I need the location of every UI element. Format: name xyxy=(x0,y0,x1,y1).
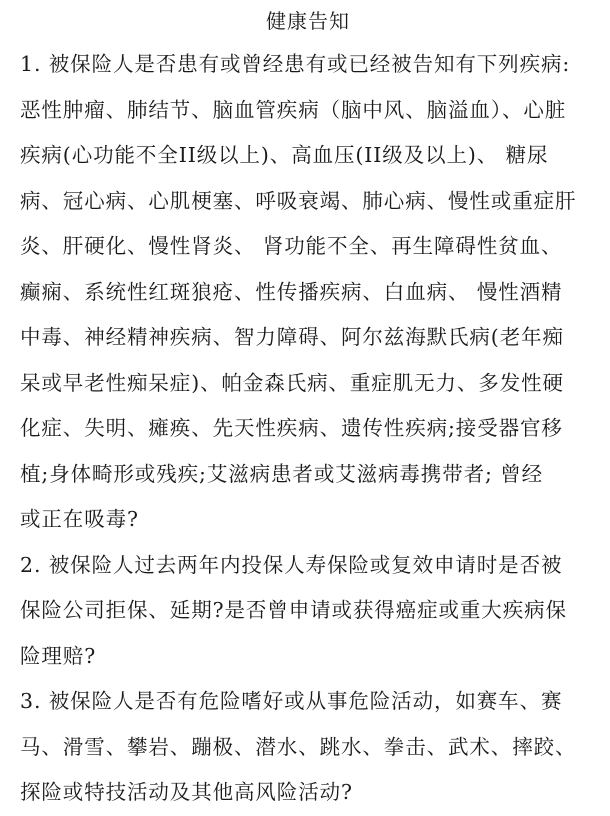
question-2-line-3: 险理赔? xyxy=(20,643,97,668)
question-1-line-11: 或正在吸毒? xyxy=(20,507,139,531)
question-2-line-1: 2. 被保险人过去两年内投保人寿保险或复效申请时是否被 xyxy=(20,552,563,577)
question-3-line-3: 探险或特技活动及其他高风险活动? xyxy=(20,780,353,804)
question-1-line-3: 疾病(心功能不全II级以上)、高血压(II级及以上)、 糖尿 xyxy=(20,143,549,167)
question-3-line-2: 马、滑雪、攀岩、蹦极、潜水、跳水、拳击、武术、摔跤、 xyxy=(20,734,577,759)
question-1-line-9: 化症、失明、瘫痪、先天性疾病、遗传性疾病;接受器官移 xyxy=(20,416,563,440)
question-1-line-5: 炎、肝硬化、慢性肾炎、 肾功能不全、再生障碍性贫血、 xyxy=(20,234,563,258)
question-1-line-8: 呆或早老性痴呆症)、帕金森氏病、重症肌无力、多发性硬 xyxy=(20,370,564,395)
question-1-line-2: 恶性肿瘤、肺结节、脑血管疾病（脑中风、脑溢血）、心脏 xyxy=(20,97,567,122)
question-3 xyxy=(20,679,588,816)
question-1 xyxy=(20,42,588,543)
document-title: 健康告知 xyxy=(266,9,350,33)
question-1-line-6: 癫痫、系统性红斑狼疮、性传播疾病、白血病、 慢性酒精 xyxy=(20,279,563,304)
question-2-line-2: 保险公司拒保、延期?是否曾申请或获得癌症或重大疾病保 xyxy=(20,598,567,622)
question-3-line-1: 3. 被保险人是否有危险嗜好或从事危险活动，如赛车、赛 xyxy=(20,689,563,713)
question-1-line-4: 病、冠心病、心肌梗塞、呼吸衰竭、肺心病、慢性或重症肝 xyxy=(20,188,577,213)
question-2 xyxy=(20,543,588,680)
question-1-line-1: 1. 被保险人是否患有或曾经患有或已经被告知有下列疾病: xyxy=(20,52,571,76)
question-1-line-10: 植;身体畸形或残疾;艾滋病患者或艾滋病毒携带者; 曾经 xyxy=(20,461,544,486)
question-1-line-7: 中毒、神经精神疾病、智力障碍、阿尔兹海默氏病(老年痴 xyxy=(20,325,564,349)
